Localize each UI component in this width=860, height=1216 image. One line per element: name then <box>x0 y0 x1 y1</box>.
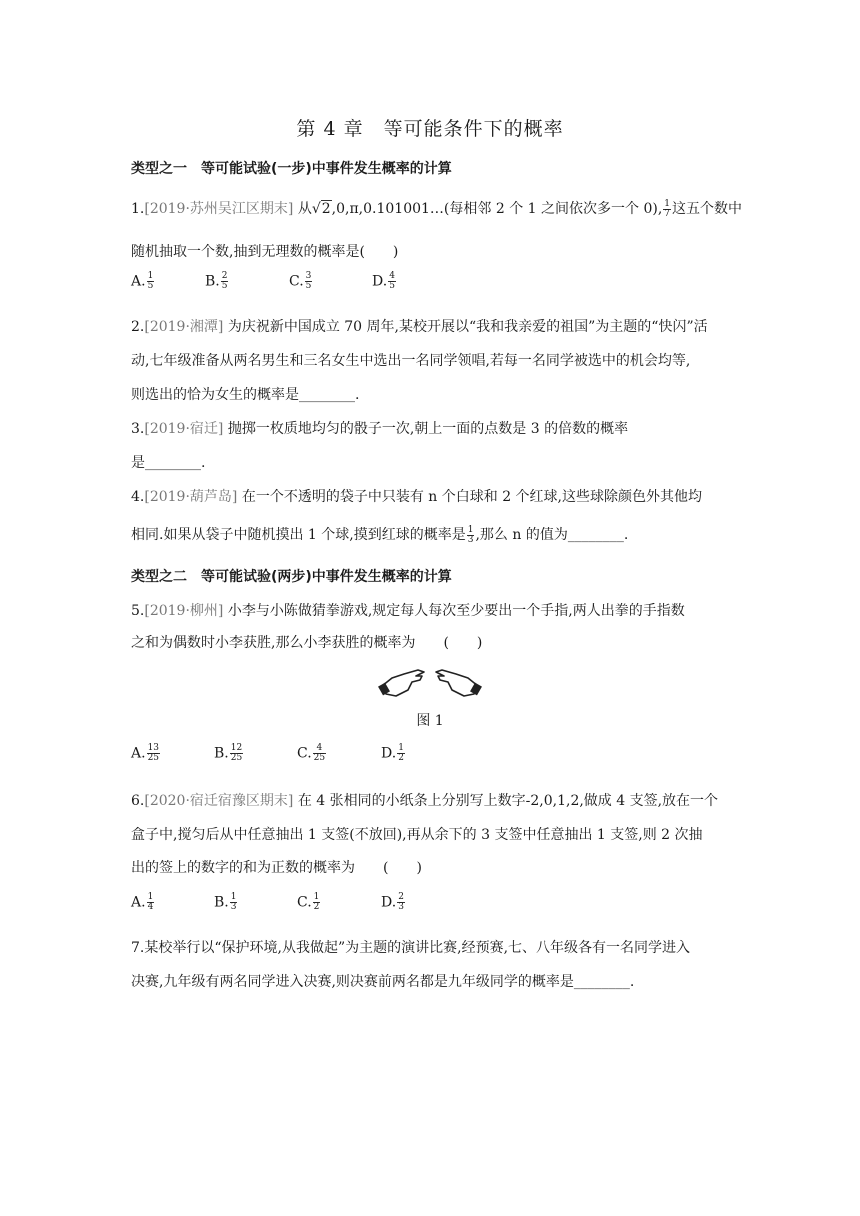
option-c: C. $\frac{4}{25}$ <box>297 743 326 763</box>
question-6-line-2: 盒子中,搅匀后从中任意抽出 1 支签(不放回),再从余下的 3 支签中任意抽出 1 支签,则 2 次抽 <box>131 827 703 843</box>
question-5-line-1: 5.[2019·柳州] 小李与小陈做猜拳游戏,规定每人每次至少要出一个手指,两人出拳的手指数 <box>131 603 685 619</box>
fraction: $\frac{1}{3}$ <box>467 524 474 545</box>
sqrt-expression: √2 <box>311 201 331 217</box>
question-1-line-2: 随机抽取一个数,抽到无理数的概率是( ) <box>131 244 399 260</box>
hands-illustration <box>378 664 482 700</box>
question-6-line-1: 6.[2020·宿迁宿豫区期末] 在 4 张相同的小纸条上分别写上数字-2,0,1,2,做成 4 支签,放在一个 <box>131 793 719 809</box>
option-a: A. $\frac{1}{4}$ <box>131 892 154 912</box>
option-d: D. $\frac{2}{3}$ <box>381 892 404 912</box>
question-2-line-1: 2.[2019·湘潭] 为庆祝新中国成立 70 周年,某校开展以“我和我亲爱的祖国”为主题的“快闪”活 <box>131 319 708 335</box>
question-6-line-3: 出的签上的数字的和为正数的概率为 ( ) <box>131 860 422 876</box>
question-source: [2019·苏州吴江区期末] <box>144 201 294 217</box>
option-b: B. $\frac{1}{3}$ <box>214 892 237 912</box>
option-c: C. $\frac{3}{5}$ <box>289 271 312 291</box>
question-3-line-1: 3.[2019·宿迁] 抛掷一枚质地均匀的骰子一次,朝上一面的点数是 3 的倍数的概率 <box>131 421 629 437</box>
chapter-title: 第 4 章 等可能条件下的概率 <box>296 118 564 140</box>
question-2-line-2: 动,七年级准备从两名男生和三名女生中选出一名同学领唱,若每一名同学被选中的机会均等, <box>131 353 691 369</box>
fraction: $\frac{1}{7}$ <box>664 198 671 219</box>
question-7-line-1: 7.某校举行以“保护环境,从我做起”为主题的演讲比赛,经预赛,七、八年级各有一名同学进入 <box>131 940 691 956</box>
question-5-line-2: 之和为偶数时小李获胜,那么小李获胜的概率为 ( ) <box>131 635 483 651</box>
section-heading-2: 类型之二 等可能试验(两步)中事件发生概率的计算 <box>131 569 452 585</box>
question-2-line-3: 则选出的恰为女生的概率是________. <box>131 387 360 403</box>
question-4-line-2: 相同.如果从袋子中随机摸出 1 个球,摸到红球的概率是 $\frac{1}{3}$ ,那么 n 的值为________. <box>131 524 629 545</box>
option-a: A. $\frac{1}{5}$ <box>131 271 154 291</box>
question-4-line-1: 4.[2019·葫芦岛] 在一个不透明的袋子中只装有 n 个白球和 2 个红球,这些球除颜色外其他均 <box>131 489 703 505</box>
figure-caption: 图 1 <box>416 713 444 729</box>
option-d: D. $\frac{1}{2}$ <box>381 743 404 763</box>
question-7-line-2: 决赛,九年级有两名同学进入决赛,则决赛前两名都是九年级同学的概率是________. <box>131 974 635 990</box>
section-heading-1: 类型之一 等可能试验(一步)中事件发生概率的计算 <box>131 161 452 177</box>
option-a: A. $\frac{13}{25}$ <box>131 743 160 763</box>
option-d: D. $\frac{4}{5}$ <box>372 271 395 291</box>
option-b: B. $\frac{12}{25}$ <box>214 743 243 763</box>
question-3-line-2: 是________. <box>131 455 206 471</box>
option-b: B. $\frac{2}{5}$ <box>205 271 228 291</box>
question-1-line-1: 1.[2019·苏州吴江区期末] 从√2,0,π,0.101001…(每相邻 2 个 1 之间依次多一个 0), $\frac{1}{7}$ 这五个数中 <box>131 198 743 219</box>
option-c: C. $\frac{1}{2}$ <box>297 892 320 912</box>
